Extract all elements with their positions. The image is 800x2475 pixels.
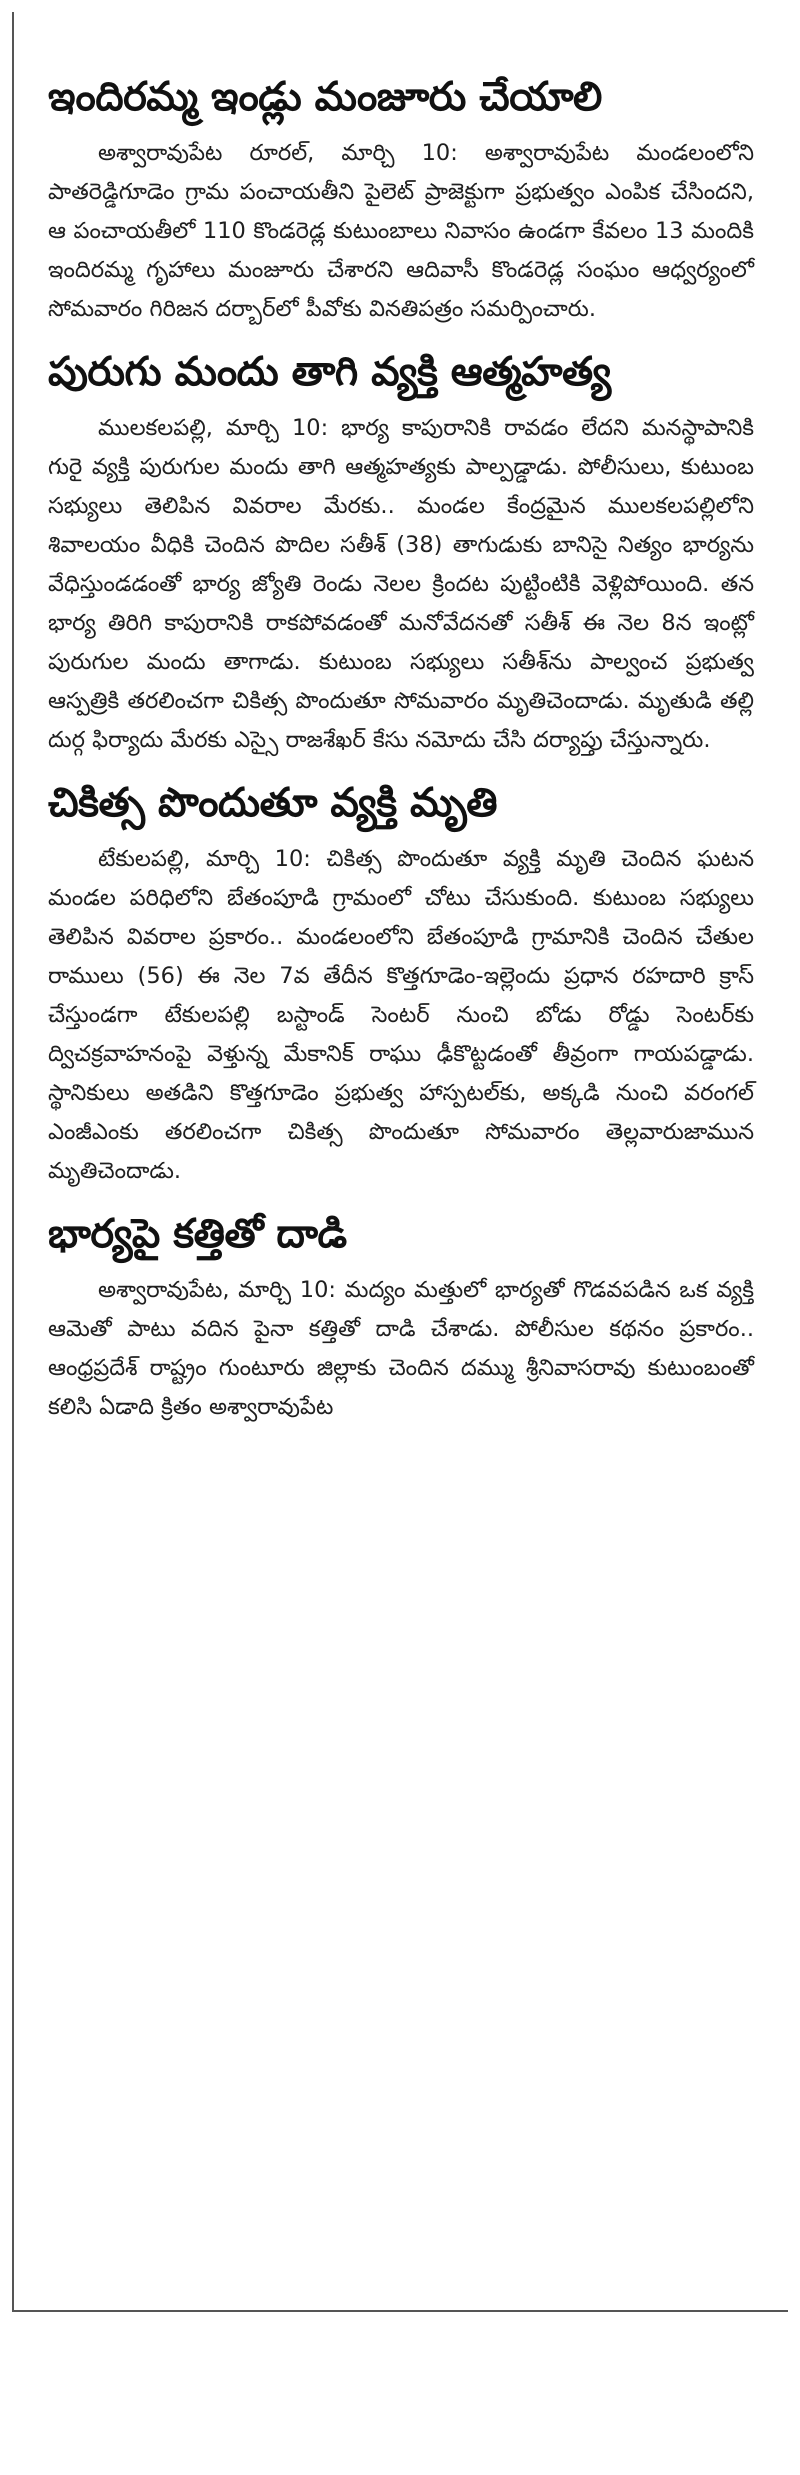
headline: పురుగు మందు తాగి వ్యక్తి ఆత్మహత్య xyxy=(48,349,611,395)
article-body: ములకలపల్లి, మార్చి 10: భార్య కాపురానికి రావడం లేదని మనస్థాపానికి గురై వ్యక్తి పురుగుల మందు తాగి ఆత్మహత్యకు పాల్పడ్డాడు. పోలీసులు, కుటుంబ సభ్యులు తెలిపిన వివరాల మేరకు.. మండల కేంద్రమైన ములకలపల్లిలోని శివాలయం వీధికి చెందిన పొదిల సతీశ్ (38) తాగుడుకు బానిసై నిత్యం భార్యను వేధిస్తుండడంతో భార్య జ్యోతి రెండు నెలల క్రిందట పుట్టింటికి వెళ్లిపోయింది. తన భార్య తిరిగి కాపురానికి రాకపోవడంతో మనోవేదనతో సతీశ్ ఈ నెల 8న ఇంట్లో పురుగుల మందు తాగాడు. కుటుంబ సభ్యులు సతీశ్‌ను పాల్వంచ ప్రభుత్వ ఆస్పత్రికి తరలించగా చికిత్స పొందుతూ సోమవారం మృతిచెందాడు. మృతుడి తల్లి దుర్గ ఫిర్యాదు మేరకు ఎస్సై రాజశేఖర్ కేసు నమోదు చేసి దర్యాప్తు చేస్తున్నారు. xyxy=(48,415,754,753)
article-body: టేకులపల్లి, మార్చి 10: చికిత్స పొందుతూ వ్యక్తి మృతి చెందిన ఘటన మండల పరిధిలోని బేతంపూడి గ్రామంలో చోటు చేసుకుంది. కుటుంబ సభ్యులు తెలిపిన వివరాల ప్రకారం.. మండలంలోని బేతంపూడి గ్రామానికి చెందిన చేతుల రాములు (56) ఈ నెల 7వ తేదీన కొత్తగూడెం-ఇల్లెందు ప్రధాన రహదారి క్రాస్ చేస్తుండగా టేకులపల్లి బస్టాండ్ సెంటర్ నుంచి బోడు రోడ్డు సెంటర్‌కు ద్విచక్రవాహనంపై వెళ్తున్న మేకానిక్ రాఘు ఢీకొట్టడంతో తీవ్రంగా గాయపడ్డాడు. స్థానికులు అతడిని కొత్తగూడెం ప్రభుత్వ హాస్పటల్‌కు, అక్కడి నుంచి వరంగల్ ఎంజీఎంకు తరలించగా చికిత్స పొందుతూ సోమవారం తెల్లవారుజామున మృతిచెందాడు. xyxy=(48,846,754,1184)
headline: భార్యపై కత్తితో దాడి xyxy=(48,1211,347,1257)
article-1 xyxy=(48,72,754,329)
newspaper-clipping xyxy=(12,12,788,2312)
article-4 xyxy=(48,1209,754,1427)
headline: చికిత్స పొందుతూ వ్యక్తి మృతి xyxy=(48,780,498,826)
article-2 xyxy=(48,347,754,760)
article-body: అశ్వారావుపేట, మార్చి 10: మద్యం మత్తులో భార్యతో గొడవపడిన ఒక వ్యక్తి ఆమెతో పాటు వదిన పైనా కత్తితో దాడి చేశాడు. పోలీసుల కథనం ప్రకారం.. ఆంధ్రప్రదేశ్ రాష్ట్రం గుంటూరు జిల్లాకు చెందిన దమ్ము శ్రీనివాసరావు కుటుంబంతో కలిసి ఏడాది క్రితం అశ్వారావుపేట xyxy=(48,1277,754,1420)
article-body: అశ్వారావుపేట రూరల్, మార్చి 10: అశ్వారావుపేట మండలంలోని పాతరెడ్డిగూడెం గ్రామ పంచాయతీని పైలెట్ ప్రాజెక్టుగా ప్రభుత్వం ఎంపిక చేసిందని, ఆ పంచాయతీలో 110 కొండరెడ్ల కుటుంబాలు నివాసం ఉండగా కేవలం 13 మందికి ఇందిరమ్మ గృహాలు మంజూరు చేశారని ఆదివాసీ కొండరెడ్ల సంఘం ఆధ్వర్యంలో సోమవారం గిరిజన దర్బార్‌లో పీవోకు వినతిపత్రం సమర్పించారు. xyxy=(48,140,754,322)
headline: ఇందిరమ్మ ఇండ్లు మంజూరు చేయాలి xyxy=(48,74,602,120)
article-3 xyxy=(48,778,754,1191)
